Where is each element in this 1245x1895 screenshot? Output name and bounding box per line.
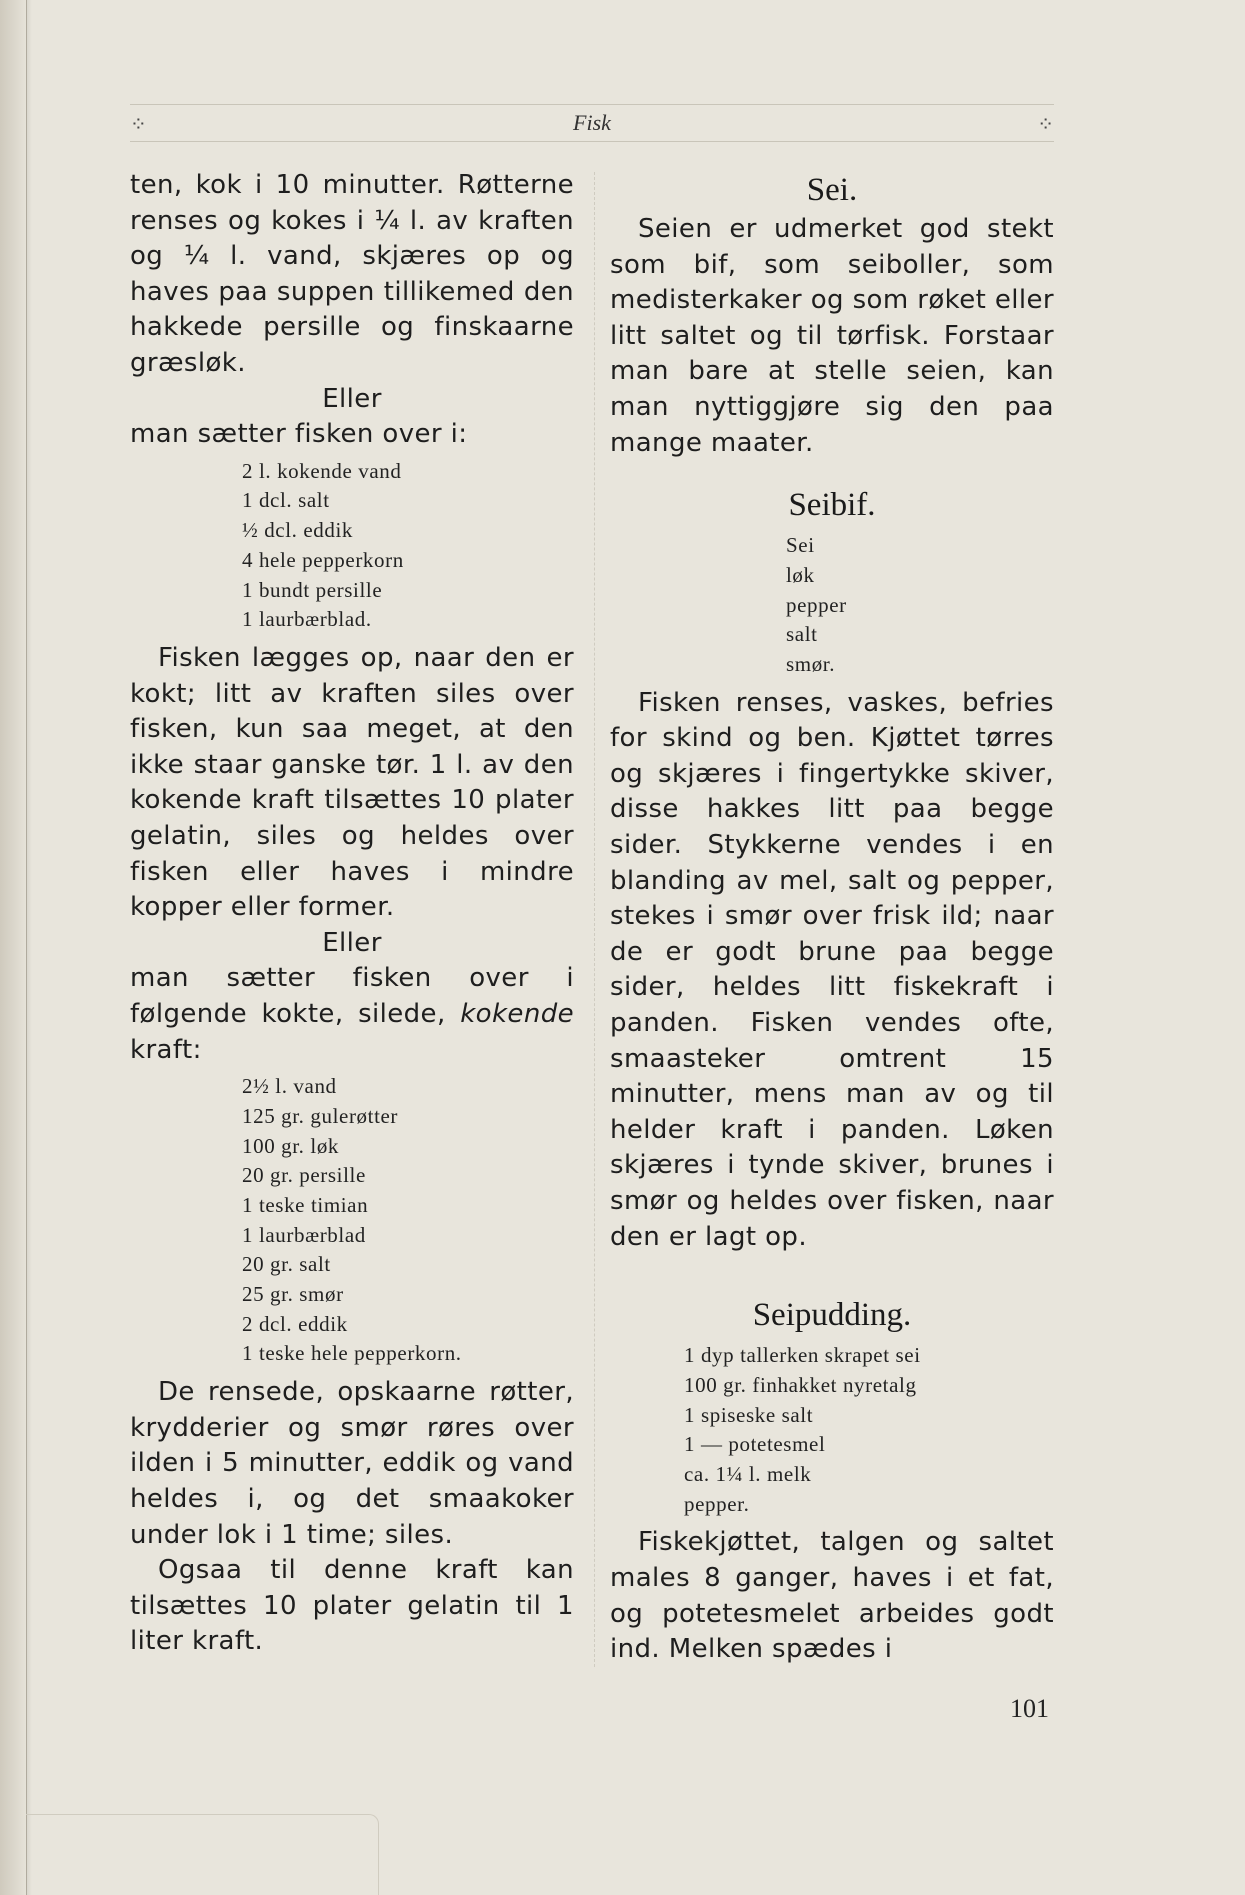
ingredient-list-2 <box>130 1072 574 1369</box>
heading-seipudding: Seipudding. <box>752 1297 912 1334</box>
paragraph-de-rensede: De rensede, opskaarne røtter, krydderier og smør røres over ilden i 5 minutter, eddik og vand heldes i, og det smaakoker under lok i 1 time; siles. <box>130 1377 574 1550</box>
running-title: Fisk <box>573 110 611 135</box>
ingredient-item: 1 — potetesmel <box>684 1432 826 1457</box>
instruction-text-b: kraft: <box>130 1034 202 1065</box>
paragraph-fisken-lægges: Fisken lægges op, naar den er kokt; litt av kraften siles over fisken, kun saa meget, at den ikke staar ganske tør. 1 l. av den kokende kraft tilsættes 10 plater gelatin, siles og heldes over fisken eller haves i mindre kopper eller former. <box>130 642 574 923</box>
page-number: 101 <box>1010 1694 1049 1723</box>
page-edge <box>26 1814 379 1895</box>
paragraph-ogsaa: Ogsaa til denne kraft kan tilsættes 10 plater gelatin til 1 liter kraft. <box>130 1555 574 1657</box>
ingredient-item: 100 gr. finhakket nyretalg <box>684 1372 917 1397</box>
ingredient-item: 125 gr. gulerøtter <box>242 1103 399 1128</box>
intro-paragraph: ten, kok i 10 minutter. Røtterne renses og kokes i ¼ l. av kraften og ¼ l. vand, skjæres op og haves paa suppen tillikemed den hakkede persille og finskaarne græsløk. <box>130 170 574 378</box>
ingredient-item: 25 gr. smør <box>242 1282 344 1307</box>
ingredient-item: smør. <box>786 651 836 676</box>
paragraph-seipudding: Fiskekjøttet, talgen og saltet males 8 ganger, haves i et fat, og potetesmelet arbeides godt ind. Melken spædes i <box>610 1527 1054 1665</box>
eller-heading-1: Eller <box>322 383 382 414</box>
ingredient-item: pepper <box>786 592 847 617</box>
ingredient-list-seipudding <box>610 1341 1054 1519</box>
ingredient-item: 1 teske timian <box>242 1192 369 1217</box>
ingredient-item: ½ dcl. eddik <box>242 518 354 543</box>
ingredient-item: Sei <box>786 533 815 558</box>
heading-sei: Sei. <box>806 172 858 208</box>
ingredient-item: 20 gr. persille <box>242 1163 366 1188</box>
ingredient-item: 1 spiseske salt <box>684 1402 814 1427</box>
ingredient-item: pepper. <box>684 1491 750 1516</box>
ingredient-item: 4 hele pepperkorn <box>242 547 404 572</box>
instruction-line-2 <box>130 961 574 1068</box>
instruction-emphasis: kokende <box>460 998 574 1029</box>
ornament-left-icon: ⁘ <box>130 112 147 136</box>
running-header <box>130 104 1054 142</box>
ingredient-item: 100 gr. løk <box>242 1133 340 1158</box>
book-spine <box>0 0 27 1895</box>
ingredient-item: 2½ l. vand <box>242 1074 337 1099</box>
instruction-text-a: man sætter fisken over i følgende kokte, silede, <box>130 963 574 1029</box>
ingredient-item: løk <box>786 562 815 587</box>
ingredient-item: 2 l. kokende vand <box>242 458 402 483</box>
ornament-right-icon: ⁘ <box>1037 112 1054 136</box>
ingredient-list-seibif <box>610 531 1054 680</box>
ingredient-item: 20 gr. salt <box>242 1252 331 1277</box>
heading-seibif: Seibif. <box>788 487 876 524</box>
ingredient-item: 1 laurbærblad. <box>242 607 372 632</box>
ingredient-list-1 <box>130 457 574 635</box>
spine-shadow <box>26 0 32 1895</box>
ingredient-item: 1 dcl. salt <box>242 488 330 513</box>
ingredient-item: salt <box>786 622 818 647</box>
eller-heading-2: Eller <box>322 927 382 958</box>
right-column <box>610 168 1054 1668</box>
ingredient-item: 1 teske hele pepperkorn. <box>242 1341 462 1366</box>
ingredient-item: 1 bundt persille <box>242 577 383 602</box>
paragraph-seibif: Fisken renses, vaskes, befries for skind og ben. Kjøttet tørres og skjæres i fingertykke skiver, disse hakkes litt paa begge sider. Stykkerne vendes i en blanding av mel, salt og pepper, stekes i smør over frisk ild; naar de er godt brune paa begge sider, heldes litt fiskekraft i panden. Fisken vendes ofte, smaasteker omtrent 15 minutter, mens man av og til helder kraft i panden. Løken skjæres i tynde skiver, brunes i smør og heldes over fisken, naar den er lagt op. <box>610 687 1054 1252</box>
ingredient-item: ca. 1¼ l. melk <box>684 1461 812 1486</box>
column-divider <box>594 172 595 1667</box>
left-column <box>130 168 574 1660</box>
instruction-line-1: man sætter fisken over i: <box>130 419 468 450</box>
paragraph-sei: Seien er udmerket god stekt som bif, som seiboller, som medisterkaker og som røket eller litt saltet og til tørfisk. Forstaar man bare at stelle seien, kan man nyttiggjøre sig den paa mange maater. <box>610 214 1054 458</box>
ingredient-item: 1 dyp tallerken skrapet sei <box>684 1343 921 1368</box>
ingredient-item: 1 laurbærblad <box>242 1222 366 1247</box>
ingredient-item: 2 dcl. eddik <box>242 1311 348 1336</box>
